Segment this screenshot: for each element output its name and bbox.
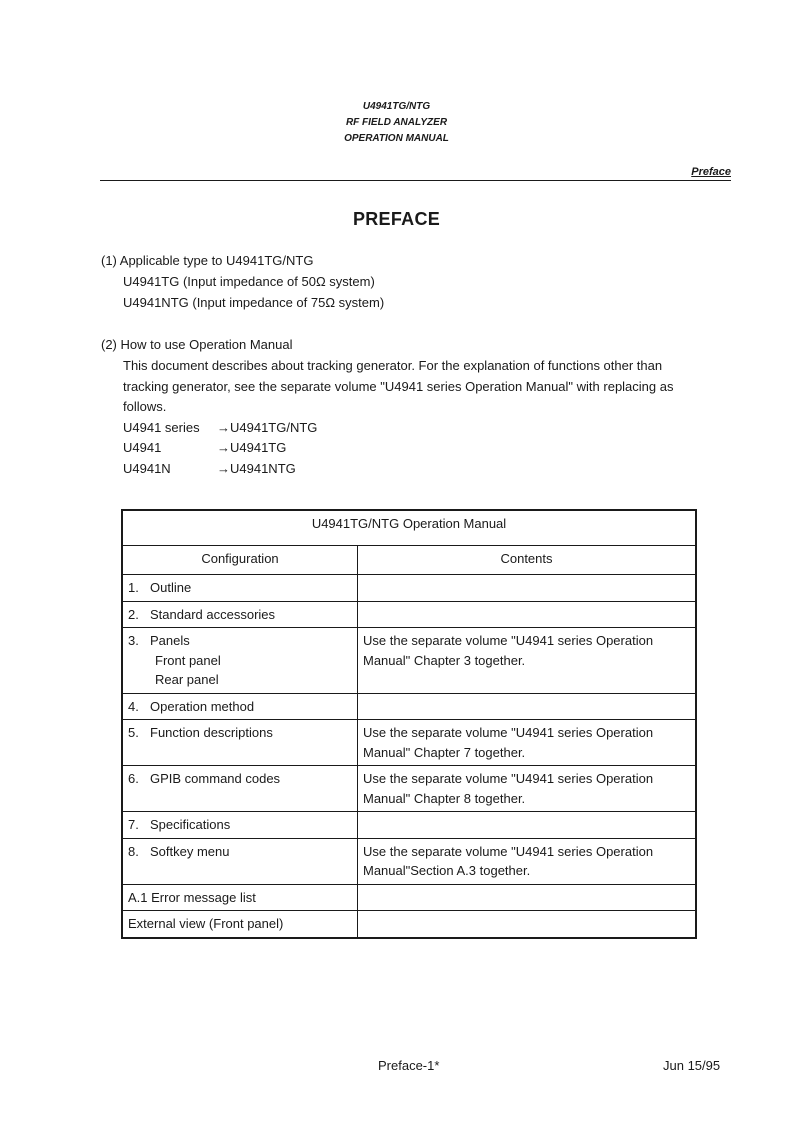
section-heading: (1) Applicable type to U4941TG/NTG xyxy=(101,253,314,268)
configuration-cell xyxy=(122,720,358,766)
paragraph-line: tracking generator, see the separate volume "U4941 series Operation Manual" with replacing as xyxy=(123,378,674,394)
contents-cell: Use the separate volume "U4941 series Operation Manual"Section A.3 together. xyxy=(358,838,697,884)
replacement-to: →U4941TG xyxy=(217,440,287,455)
header-product: RF FIELD ANALYZER xyxy=(345,117,448,128)
sub-item: Rear panel xyxy=(155,672,219,687)
item-number: 8. xyxy=(128,843,139,859)
contents-cell: Use the separate volume "U4941 series Operation Manual" Chapter 7 together. xyxy=(358,720,697,766)
configuration-cell xyxy=(122,838,358,884)
configuration-cell xyxy=(122,693,358,720)
contents-cell xyxy=(358,693,697,720)
table-row xyxy=(122,911,696,938)
configuration-cell: A.1 Error message list xyxy=(122,884,358,911)
contents-cell xyxy=(358,812,697,839)
section-how-to-use-body xyxy=(123,356,723,479)
model-line: U4941NTG (Input impedance of 75Ω system) xyxy=(123,294,385,310)
header-model: U4941TG/NTG xyxy=(362,101,431,112)
replacement-from: U4941N xyxy=(123,460,171,476)
table-row xyxy=(122,884,696,911)
item-number: 4. xyxy=(128,698,139,714)
replacement-row xyxy=(123,459,723,480)
page-title: PREFACE xyxy=(352,209,441,229)
item-label: Panels xyxy=(150,633,190,648)
manual-structure-table xyxy=(121,509,697,939)
item-label: Outline xyxy=(150,580,192,595)
sub-item: Front panel xyxy=(155,652,221,668)
revision-date: Jun 15/95 xyxy=(663,1058,721,1073)
replacement-from: U4941 xyxy=(123,440,162,455)
configuration-cell xyxy=(122,575,358,602)
item-label: Specifications xyxy=(150,817,231,832)
item-label: GPIB command codes xyxy=(150,771,281,786)
table-row xyxy=(122,838,696,884)
configuration-cell xyxy=(122,812,358,839)
header-rule xyxy=(100,180,731,181)
table-row xyxy=(122,812,696,839)
item-label: Standard accessories xyxy=(150,606,276,622)
item-number: 5. xyxy=(128,725,139,740)
replacement-to: →U4941NTG xyxy=(217,460,296,476)
model-line: U4941TG (Input impedance of 50Ω system) xyxy=(123,274,375,289)
item-number: 1. xyxy=(128,580,139,595)
replacement-to: →U4941TG/NTG xyxy=(217,419,318,435)
table-caption: U4941TG/NTG Operation Manual xyxy=(122,510,696,546)
item-number: 2. xyxy=(128,606,139,622)
table-row xyxy=(122,601,696,628)
page-number: Preface-1* xyxy=(378,1058,440,1073)
configuration-cell xyxy=(122,601,358,628)
table-row xyxy=(122,720,696,766)
item-label: Function descriptions xyxy=(150,725,273,740)
contents-cell: Use the separate volume "U4941 series Operation Manual" Chapter 3 together. xyxy=(358,628,697,694)
contents-cell xyxy=(358,575,697,602)
paragraph-line: This document describes about tracking generator. For the explanation of functions other than xyxy=(123,358,663,373)
table-row xyxy=(122,575,696,602)
table-header-row xyxy=(122,546,696,575)
configuration-cell xyxy=(122,766,358,812)
item-number: 7. xyxy=(128,817,139,832)
column-header-contents: Contents xyxy=(358,546,697,575)
configuration-cell xyxy=(122,628,358,694)
contents-cell xyxy=(358,884,697,911)
replacement-row xyxy=(123,438,723,459)
item-number: 3. xyxy=(128,633,139,648)
section-tag: Preface xyxy=(691,166,731,178)
section-heading: (2) How to use Operation Manual xyxy=(101,337,293,352)
document-header xyxy=(0,99,793,147)
contents-cell xyxy=(358,601,697,628)
configuration-cell: External view (Front panel) xyxy=(122,911,358,938)
replacement-row xyxy=(123,418,723,439)
section-how-to-use xyxy=(101,335,292,356)
table-row xyxy=(122,693,696,720)
table-row xyxy=(122,628,696,694)
header-doc-type: OPERATION MANUAL xyxy=(344,133,449,144)
table-caption-row xyxy=(122,510,696,546)
column-header-configuration: Configuration xyxy=(122,546,358,575)
section-applicable-lines xyxy=(123,272,384,313)
table-row xyxy=(122,766,696,812)
replacement-from: U4941 series xyxy=(123,419,200,435)
paragraph-line: follows. xyxy=(123,399,167,414)
item-number: 6. xyxy=(128,771,139,786)
contents-cell: Use the separate volume "U4941 series Operation Manual" Chapter 8 together. xyxy=(358,766,697,812)
item-label: Softkey menu xyxy=(150,843,230,859)
contents-cell xyxy=(358,911,697,938)
item-label: Operation method xyxy=(150,698,255,714)
section-applicable-type xyxy=(101,251,313,272)
